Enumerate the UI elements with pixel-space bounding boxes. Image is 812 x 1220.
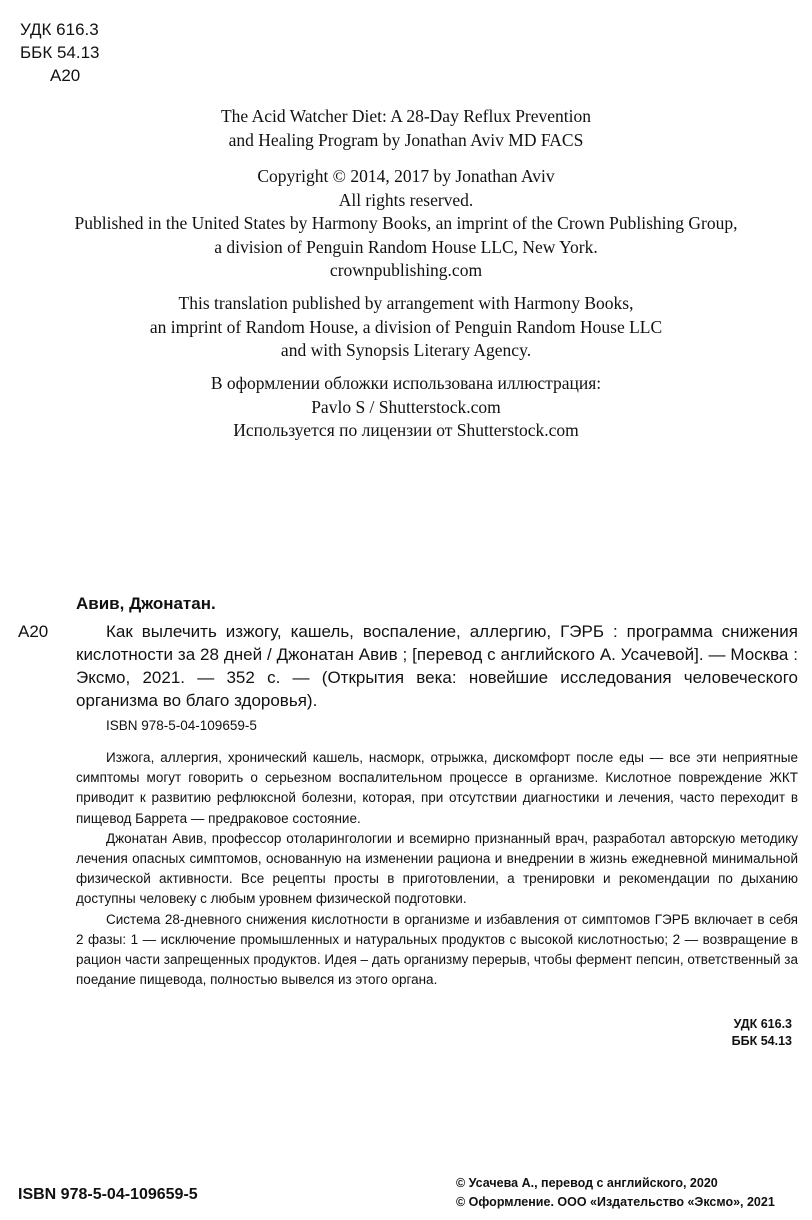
- catalog-author: Авив, Джонатан.: [76, 594, 216, 613]
- copyright-block: [0, 165, 812, 283]
- udk-code: УДК 616.3: [20, 20, 99, 39]
- copyright-line: crownpublishing.com: [329, 260, 483, 280]
- original-title: [0, 105, 812, 152]
- original-title-line: and Healing Program by Jonathan Aviv MD FACS: [228, 129, 584, 150]
- annotation-paragraph: Джонатан Авив, профессор отоларингологии и всемирно признанный врач, разработал авторскую методику лечения опасных симптомов, основанную на изменении рациона и внедрении в жизнь ежедневной минимальной физической активности. Все рецепты просты в приготовлении, а тренировки и рекомендации по дыханию доступны человеку с любым уровнем физической подготовки.: [76, 830, 798, 907]
- bbk-code-bottom: ББК 54.13: [731, 1034, 792, 1048]
- annotation-paragraph: Изжога, аллергия, хронический кашель, насморк, отрыжка, дискомфорт после еды — все эти неприятные симптомы могут говорить о серьезном воспалительном процессе в организме. Кислотное повреждение ЖКТ приводит к развитию рефлюксной болезни, которая, при отсутствии диагностики и лечения, часто переходит в пищевод Баррета — предраковое состояние.: [76, 750, 798, 826]
- cover-credit-block: [0, 372, 812, 443]
- cover-credit-line: В оформлении обложки использована иллюстрация:: [210, 373, 602, 393]
- copyright-line: Copyright © 2014, 2017 by Jonathan Aviv: [257, 166, 555, 186]
- cover-credit-line: Используется по лицензии от Shutterstock.com: [233, 420, 579, 440]
- copyright-notice: © Оформление. ООО «Издательство «Эксмо», 2021: [456, 1195, 775, 1209]
- translation-block: [0, 292, 812, 363]
- translation-line: This translation published by arrangement with Harmony Books,: [178, 293, 634, 313]
- catalog-isbn: ISBN 978-5-04-109659-5: [106, 718, 257, 733]
- catalog-code: А20: [18, 622, 49, 641]
- copyright-line: All rights reserved.: [338, 189, 474, 210]
- udk-code-bottom: УДК 616.3: [733, 1017, 792, 1031]
- isbn-bottom: ISBN 978-5-04-109659-5: [18, 1186, 198, 1203]
- annotation-paragraph: Система 28-дневного снижения кислотности в организме и избавления от симптомов ГЭРБ включает в себя 2 фазы: 1 — исключение промышленных и натуральных продуктов с высокой кислотностью; 2 — возвращение в рацион части запрещенных продуктов. Идея – дать организму перерыв, чтобы фермент пепсин, ответственный за поедание пищевода, полностью вывелся из этого органа.: [76, 911, 798, 988]
- classification-codes-top: [20, 18, 99, 87]
- bbk-code: ББК 54.13: [20, 43, 100, 62]
- copyright-notice: © Усачева А., перевод с английского, 2020: [456, 1176, 718, 1190]
- catalog-description-text: Как вылечить изжогу, кашель, воспаление, аллергию, ГЭРБ : программа снижения кислотности за 28 дней / Джонатан Авив ; [перевод с английского А. Усачевой]. — Москва : Эксмо, 2021. — 352 с. — (Открытия века: новейшие исследования человеческого организма во благо здоровья).: [76, 622, 798, 710]
- author-mark: А20: [50, 66, 81, 85]
- translation-line: an imprint of Random House, a division of Penguin Random House LLC: [149, 316, 663, 337]
- annotation: [76, 748, 798, 990]
- translation-line: and with Synopsis Literary Agency.: [280, 340, 532, 360]
- copyright-line: Published in the United States by Harmony Books, an imprint of the Crown Publishing Group,: [74, 213, 738, 233]
- original-title-line: The Acid Watcher Diet: A 28-Day Reflux Prevention: [220, 106, 592, 126]
- cover-credit-line: Pavlo S / Shutterstock.com: [311, 396, 501, 417]
- classification-codes-bottom: [732, 1016, 792, 1050]
- catalog-description: [76, 620, 798, 712]
- copyright-line: a division of Penguin Random House LLC, New York.: [214, 236, 598, 257]
- copyright-notices: [456, 1174, 775, 1212]
